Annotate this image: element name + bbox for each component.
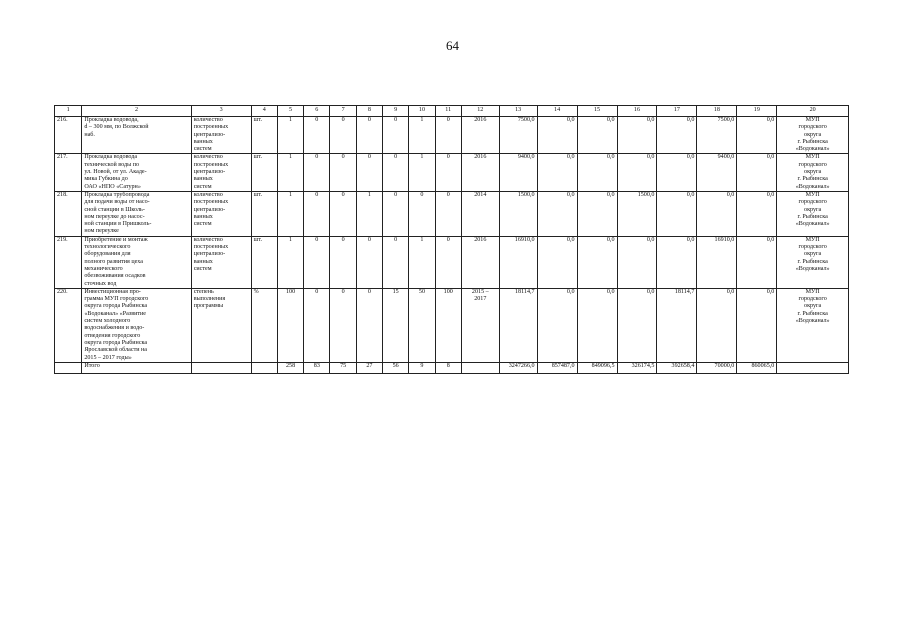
indicator-value: 0 bbox=[383, 191, 409, 236]
total-financing-value: 70000,0 bbox=[697, 362, 737, 373]
financing-value: 16910,0 bbox=[499, 236, 537, 288]
financing-value: 0,0 bbox=[537, 154, 577, 191]
unit: шт. bbox=[251, 236, 277, 288]
header-cell-20: 20 bbox=[777, 106, 849, 117]
table-header bbox=[55, 106, 849, 117]
financing-value: 0,0 bbox=[537, 236, 577, 288]
total-indicator-value: 75 bbox=[330, 362, 356, 373]
indicator-value: 1 bbox=[356, 191, 382, 236]
header-cell-18: 18 bbox=[697, 106, 737, 117]
financing-value: 18114,7 bbox=[657, 288, 697, 362]
indicator-value: 0 bbox=[435, 154, 461, 191]
financing-value: 0,0 bbox=[697, 288, 737, 362]
financing-value: 0,0 bbox=[737, 236, 777, 288]
financing-value: 16910,0 bbox=[697, 236, 737, 288]
indicator-value: 0 bbox=[330, 191, 356, 236]
header-cell-3: 3 bbox=[191, 106, 251, 117]
indicator-value: 0 bbox=[356, 117, 382, 154]
event-name: Прокладка трубопровода для подачи воды от насо- сной станции в Школь- ном переулке до насос- ной станции в Пришколь- ном переулке bbox=[82, 191, 191, 236]
indicator: количество построенных централизо- ванных систем bbox=[191, 191, 251, 236]
header-cell-10: 10 bbox=[409, 106, 435, 117]
table-row bbox=[55, 236, 849, 288]
indicator-value: 0 bbox=[304, 288, 330, 362]
indicator-value: 0 bbox=[409, 191, 435, 236]
total-empty-cell bbox=[777, 362, 849, 373]
financing-value: 0,0 bbox=[537, 117, 577, 154]
table-row bbox=[55, 288, 849, 362]
year: 2016 bbox=[461, 236, 499, 288]
total-label: Итого bbox=[82, 362, 191, 373]
header-cell-2: 2 bbox=[82, 106, 191, 117]
total-financing-value: 326174,5 bbox=[617, 362, 657, 373]
total-indicator-value: 83 bbox=[304, 362, 330, 373]
indicator-value: 0 bbox=[356, 236, 382, 288]
total-empty-cell bbox=[251, 362, 277, 373]
indicator-value: 1 bbox=[277, 191, 303, 236]
executor: МУП городского округа г. Рыбинска «Водоканал» bbox=[777, 191, 849, 236]
indicator-value: 0 bbox=[356, 154, 382, 191]
header-cell-4: 4 bbox=[251, 106, 277, 117]
executor: МУП городского округа г. Рыбинска «Водоканал» bbox=[777, 154, 849, 191]
financing-value: 0,0 bbox=[657, 236, 697, 288]
total-empty-cell bbox=[55, 362, 82, 373]
row-number: 218. bbox=[55, 191, 82, 236]
financing-value: 0,0 bbox=[577, 288, 617, 362]
financing-value: 0,0 bbox=[617, 288, 657, 362]
total-financing-value: 857487,0 bbox=[537, 362, 577, 373]
header-cell-6: 6 bbox=[304, 106, 330, 117]
year: 2015 – 2017 bbox=[461, 288, 499, 362]
financing-value: 0,0 bbox=[617, 236, 657, 288]
event-name: Прокладка водовода, d – 300 мм, по Волжской наб. bbox=[82, 117, 191, 154]
total-row bbox=[55, 362, 849, 373]
executor: МУП городского округа г. Рыбинска «Водоканал» bbox=[777, 236, 849, 288]
financing-value: 0,0 bbox=[737, 191, 777, 236]
indicator-value: 0 bbox=[435, 191, 461, 236]
financing-value: 0,0 bbox=[697, 191, 737, 236]
row-number: 216. bbox=[55, 117, 82, 154]
indicator-value: 1 bbox=[277, 236, 303, 288]
financing-value: 0,0 bbox=[657, 191, 697, 236]
event-name: Прокладка водовода технической воды по ул. Новой, от ул. Акаде- мика Губкина до ОАО «НПО «Сатурн» bbox=[82, 154, 191, 191]
event-name: Инвестиционная про- грамма МУП городского округа города Рыбинска «Водоканал» «Развитие систем холодного водоснабжения и водо- отведения городского округа города Рыбинска Ярославской области на 2015 – 2017 годы» bbox=[82, 288, 191, 362]
indicator-value: 0 bbox=[356, 288, 382, 362]
row-number: 217. bbox=[55, 154, 82, 191]
indicator-value: 0 bbox=[435, 236, 461, 288]
financing-value: 0,0 bbox=[577, 191, 617, 236]
unit: шт. bbox=[251, 154, 277, 191]
indicator-value: 0 bbox=[304, 191, 330, 236]
indicator-value: 1 bbox=[409, 236, 435, 288]
indicator-value: 0 bbox=[304, 236, 330, 288]
indicator: количество построенных централизо- ванных систем bbox=[191, 236, 251, 288]
header-cell-14: 14 bbox=[537, 106, 577, 117]
total-indicator-value: 56 bbox=[383, 362, 409, 373]
investment-table bbox=[54, 105, 849, 374]
financing-value: 1500,0 bbox=[499, 191, 537, 236]
page-number: 64 bbox=[446, 38, 459, 53]
indicator-value: 50 bbox=[409, 288, 435, 362]
total-indicator-value: 8 bbox=[435, 362, 461, 373]
indicator-value: 1 bbox=[277, 117, 303, 154]
row-number: 220. bbox=[55, 288, 82, 362]
total-indicator-value: 9 bbox=[409, 362, 435, 373]
financing-value: 18114,7 bbox=[499, 288, 537, 362]
indicator-value: 0 bbox=[330, 154, 356, 191]
total-financing-value: 3247266,0 bbox=[499, 362, 537, 373]
header-cell-8: 8 bbox=[356, 106, 382, 117]
header-cell-7: 7 bbox=[330, 106, 356, 117]
row-number: 219. bbox=[55, 236, 82, 288]
financing-value: 0,0 bbox=[577, 236, 617, 288]
year: 2016 bbox=[461, 117, 499, 154]
header-cell-5: 5 bbox=[277, 106, 303, 117]
indicator-value: 0 bbox=[383, 236, 409, 288]
indicator-value: 1 bbox=[409, 154, 435, 191]
financing-value: 7500,0 bbox=[499, 117, 537, 154]
unit: шт. bbox=[251, 117, 277, 154]
financing-value: 7500,0 bbox=[697, 117, 737, 154]
indicator-value: 100 bbox=[435, 288, 461, 362]
indicator: количество построенных централизо- ванных систем bbox=[191, 154, 251, 191]
header-cell-19: 19 bbox=[737, 106, 777, 117]
header-cell-12: 12 bbox=[461, 106, 499, 117]
indicator-value: 0 bbox=[383, 154, 409, 191]
indicator-value: 0 bbox=[330, 117, 356, 154]
indicator-value: 0 bbox=[435, 117, 461, 154]
executor: МУП городского округа г. Рыбинска «Водоканал» bbox=[777, 288, 849, 362]
total-empty-cell bbox=[191, 362, 251, 373]
indicator-value: 100 bbox=[277, 288, 303, 362]
header-cell-9: 9 bbox=[383, 106, 409, 117]
header-cell-13: 13 bbox=[499, 106, 537, 117]
financing-value: 0,0 bbox=[657, 117, 697, 154]
unit: % bbox=[251, 288, 277, 362]
financing-value: 0,0 bbox=[617, 154, 657, 191]
financing-value: 0,0 bbox=[537, 191, 577, 236]
financing-value: 0,0 bbox=[617, 117, 657, 154]
table-row bbox=[55, 154, 849, 191]
header-cell-1: 1 bbox=[55, 106, 82, 117]
financing-value: 9400,0 bbox=[697, 154, 737, 191]
header-cell-11: 11 bbox=[435, 106, 461, 117]
header-cell-15: 15 bbox=[577, 106, 617, 117]
financing-value: 0,0 bbox=[537, 288, 577, 362]
year: 2016 bbox=[461, 154, 499, 191]
financing-value: 0,0 bbox=[577, 117, 617, 154]
financing-value: 0,0 bbox=[657, 154, 697, 191]
header-cell-16: 16 bbox=[617, 106, 657, 117]
indicator-value: 1 bbox=[277, 154, 303, 191]
unit: шт. bbox=[251, 191, 277, 236]
total-indicator-value: 258 bbox=[277, 362, 303, 373]
total-financing-value: 860065,0 bbox=[737, 362, 777, 373]
total-indicator-value: 27 bbox=[356, 362, 382, 373]
executor: МУП городского округа г. Рыбинска «Водоканал» bbox=[777, 117, 849, 154]
financing-value: 0,0 bbox=[737, 154, 777, 191]
event-name: Приобретение и монтаж технологического оборудования для полного развития цеха механического обезвоживания осадков сточных вод bbox=[82, 236, 191, 288]
financing-value: 1500,0 bbox=[617, 191, 657, 236]
table-row bbox=[55, 191, 849, 236]
financing-value: 0,0 bbox=[737, 288, 777, 362]
financing-value: 0,0 bbox=[577, 154, 617, 191]
indicator-value: 0 bbox=[330, 236, 356, 288]
indicator-value: 0 bbox=[330, 288, 356, 362]
total-empty-cell bbox=[461, 362, 499, 373]
indicator-value: 0 bbox=[304, 117, 330, 154]
indicator: количество построенных централизо- ванных систем bbox=[191, 117, 251, 154]
total-financing-value: 392658,4 bbox=[657, 362, 697, 373]
total-financing-value: 849096,5 bbox=[577, 362, 617, 373]
indicator-value: 1 bbox=[409, 117, 435, 154]
indicator: степень выполнения программы bbox=[191, 288, 251, 362]
indicator-value: 0 bbox=[304, 154, 330, 191]
table-row bbox=[55, 117, 849, 154]
year: 2014 bbox=[461, 191, 499, 236]
financing-value: 9400,0 bbox=[499, 154, 537, 191]
indicator-value: 0 bbox=[383, 117, 409, 154]
indicator-value: 15 bbox=[383, 288, 409, 362]
header-cell-17: 17 bbox=[657, 106, 697, 117]
financing-value: 0,0 bbox=[737, 117, 777, 154]
